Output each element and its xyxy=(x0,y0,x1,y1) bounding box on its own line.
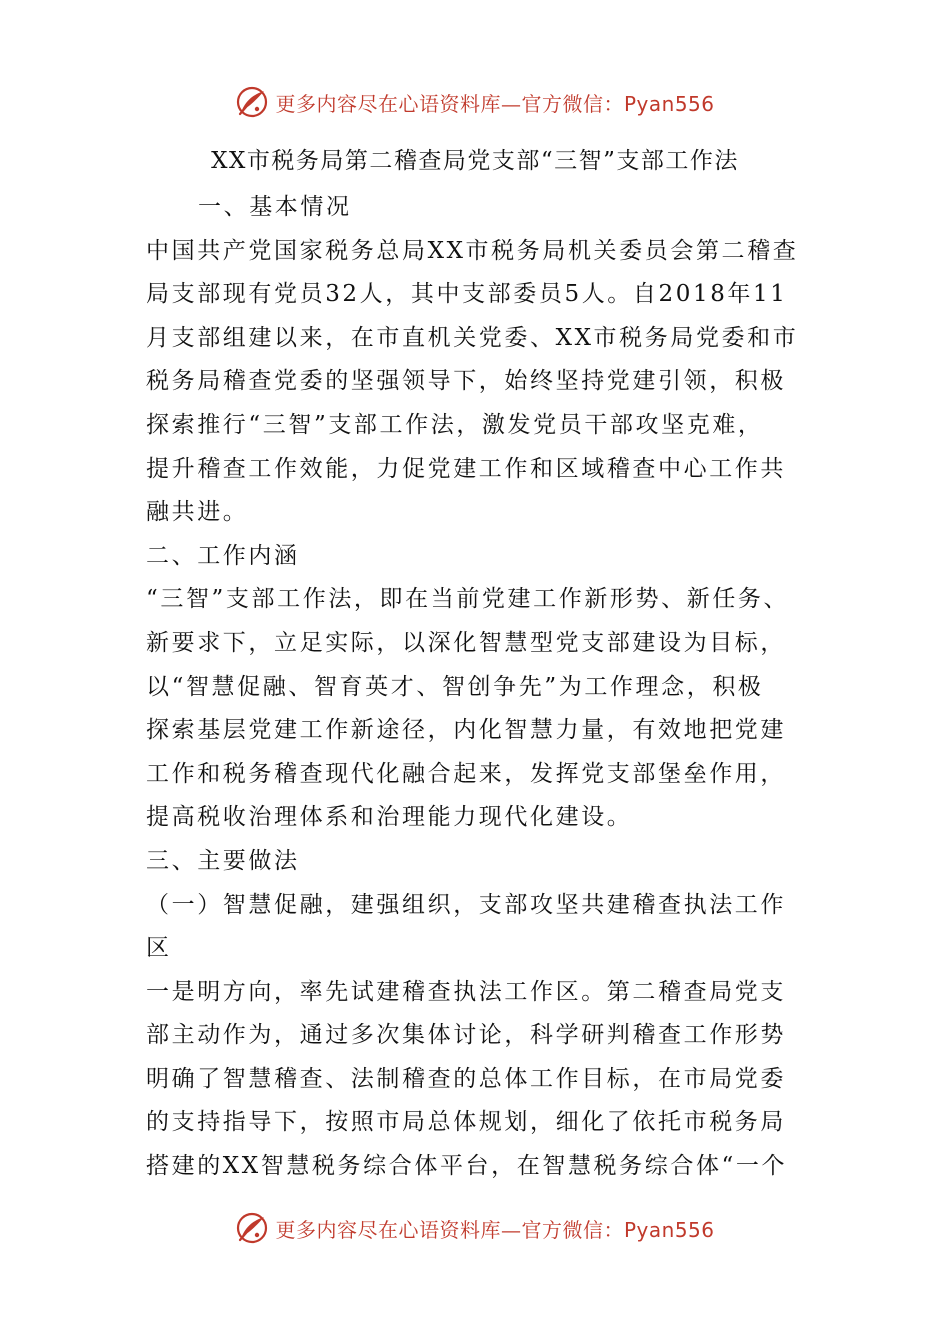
paragraph-line: 部主动作为，通过多次集体讨论，科学研判稽查工作形势 xyxy=(146,1022,786,1049)
paragraph-line: 局支部现有党员32人，其中支部委员5人。自2018年11 xyxy=(146,281,788,308)
paragraph-line: 的支持指导下，按照市局总体规划，细化了依托市税务局 xyxy=(146,1109,786,1136)
paragraph-line: 一是明方向，率先试建稽查执法工作区。第二稽查局党支 xyxy=(146,978,786,1005)
paragraph-line: 探索推行“三智”支部工作法，激发党员干部攻坚克难， xyxy=(146,411,764,438)
banner-text xyxy=(275,1214,714,1243)
paragraph-line: 中国共产党国家税务总局XX市税务局机关委员会第二稽查 xyxy=(146,237,799,264)
paragraph-line: 融共进。 xyxy=(146,499,249,526)
footer-banner xyxy=(0,1208,950,1248)
pen-logo-icon xyxy=(235,85,269,119)
paragraph-line: 月支部组建以来，在市直机关党委、XX市税务局党委和市 xyxy=(146,324,799,351)
section-heading: 三、主要做法 xyxy=(146,847,300,874)
banner-text-cn: 更多内容尽在心语资料库—官方微信： xyxy=(275,91,624,116)
paragraph-line: 提升稽查工作效能，力促党建工作和区域稽查中心工作共 xyxy=(146,455,786,482)
paragraph-line: 明确了智慧稽查、法制稽查的总体工作目标，在市局党委 xyxy=(146,1065,786,1092)
section-heading: 二、工作内涵 xyxy=(146,542,300,569)
document-body xyxy=(146,186,808,1189)
pen-logo-icon xyxy=(235,1211,269,1245)
paragraph-line: 提高税收治理体系和治理能力现代化建设。 xyxy=(146,804,633,831)
paragraph-line: “三智”支部工作法，即在当前党建工作新形势、新任务、 xyxy=(146,586,790,613)
subsection-heading: 区 xyxy=(146,935,172,962)
paragraph-line: 税务局稽查党委的坚强领导下，始终坚持党建引领，积极 xyxy=(146,368,786,395)
paragraph-line: 以“智慧促融、智育英才、智创争先”为工作理念，积极 xyxy=(146,673,764,700)
paragraph-line: 新要求下，立足实际，以深化智慧型党支部建设为目标， xyxy=(146,629,786,656)
subsection-heading: （一）智慧促融，建强组织，支部攻坚共建稽查执法工作 xyxy=(146,891,786,918)
section-heading: 一、基本情况 xyxy=(198,194,352,220)
paragraph-line: 探索基层党建工作新途径，内化智慧力量，有效地把党建 xyxy=(146,717,786,744)
paragraph-line: 工作和税务稽查现代化融合起来，发挥党支部堡垒作用， xyxy=(146,760,786,787)
banner-wechat-id: Pyan556 xyxy=(623,1217,715,1242)
banner-wechat-id: Pyan556 xyxy=(623,91,715,116)
paragraph-line: 搭建的XX智慧税务综合体平台，在智慧税务综合体“一个 xyxy=(146,1153,788,1180)
banner-text-cn: 更多内容尽在心语资料库—官方微信： xyxy=(275,1217,624,1242)
banner-text xyxy=(275,88,714,117)
header-banner xyxy=(0,82,950,122)
document-title: XX市税务局第二稽查局党支部“三智”支部工作法 xyxy=(211,148,739,174)
